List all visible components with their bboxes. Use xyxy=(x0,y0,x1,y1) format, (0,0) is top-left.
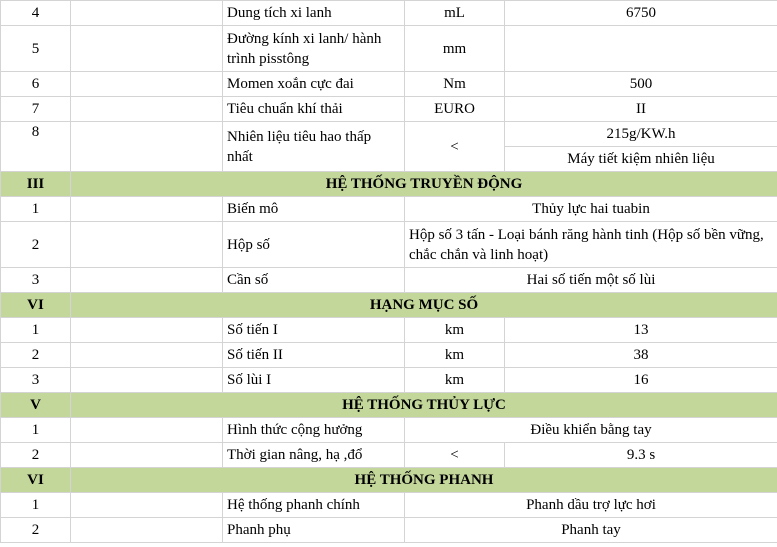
row-value: 6750 xyxy=(505,1,777,26)
row-label: Số lùi I xyxy=(223,368,405,393)
row-number: 6 xyxy=(1,72,71,97)
row-value: 215g/KW.h xyxy=(505,122,777,147)
row-value: 9.3 s xyxy=(505,443,777,468)
row-label: Số tiến II xyxy=(223,343,405,368)
table-row xyxy=(1,518,777,543)
section-header xyxy=(1,468,777,493)
blank-cell xyxy=(71,1,223,26)
blank-cell xyxy=(71,72,223,97)
section-header xyxy=(1,172,777,197)
row-number: 2 xyxy=(1,222,71,268)
row-value: 13 xyxy=(505,318,777,343)
row-number: 7 xyxy=(1,97,71,122)
row-label: Nhiên liệu tiêu hao thấp nhất xyxy=(223,122,405,172)
row-unit: EURO xyxy=(405,97,505,122)
table-row xyxy=(1,1,777,26)
blank-cell xyxy=(71,26,223,72)
row-unit: mm xyxy=(405,26,505,72)
row-unit: km xyxy=(405,343,505,368)
row-label: Thời gian nâng, hạ ,đổ xyxy=(223,443,405,468)
row-unit: < xyxy=(405,122,505,172)
table-row xyxy=(1,26,777,72)
row-unit: mL xyxy=(405,1,505,26)
table-row xyxy=(1,493,777,518)
table-row xyxy=(1,418,777,443)
row-unit: Nm xyxy=(405,72,505,97)
section-header xyxy=(1,393,777,418)
row-value: Thủy lực hai tuabin xyxy=(405,197,777,222)
table-row xyxy=(1,197,777,222)
section-code: VI xyxy=(1,293,71,318)
row-value: 16 xyxy=(505,368,777,393)
row-label: Đường kính xi lanh/ hành trình pisstông xyxy=(223,26,405,72)
row-unit: km xyxy=(405,318,505,343)
blank-cell xyxy=(71,493,223,518)
row-value: Hai số tiến một số lùi xyxy=(405,268,777,293)
row-number: 2 xyxy=(1,443,71,468)
blank-cell xyxy=(71,518,223,543)
row-label: Cần số xyxy=(223,268,405,293)
section-title: HỆ THỐNG THỦY LỰC xyxy=(71,393,777,418)
table-row xyxy=(1,343,777,368)
row-value: 500 xyxy=(505,72,777,97)
row-value xyxy=(505,26,777,72)
row-number: 3 xyxy=(1,268,71,293)
row-value: Phanh dầu trợ lực hơi xyxy=(405,493,777,518)
blank-cell xyxy=(71,268,223,293)
row-number: 8 xyxy=(1,122,71,172)
row-value: Phanh tay xyxy=(405,518,777,543)
row-value: II xyxy=(505,97,777,122)
blank-cell xyxy=(71,418,223,443)
blank-cell xyxy=(71,368,223,393)
section-title: HỆ THỐNG PHANH xyxy=(71,468,777,493)
blank-cell xyxy=(71,222,223,268)
row-number: 3 xyxy=(1,368,71,393)
section-header xyxy=(1,293,777,318)
section-code: III xyxy=(1,172,71,197)
table-row xyxy=(1,443,777,468)
row-value: Hộp số 3 tấn - Loại bánh răng hành tinh (Hộp số bền vững, chắc chắn và linh hoạt) xyxy=(405,222,777,268)
row-label: Hộp số xyxy=(223,222,405,268)
table-row xyxy=(1,97,777,122)
row-unit: < xyxy=(405,443,505,468)
row-label: Momen xoắn cực đai xyxy=(223,72,405,97)
table-row xyxy=(1,222,777,268)
row-label: Biến mô xyxy=(223,197,405,222)
blank-cell xyxy=(71,122,223,172)
blank-cell xyxy=(71,97,223,122)
section-code: V xyxy=(1,393,71,418)
row-number: 1 xyxy=(1,493,71,518)
blank-cell xyxy=(71,318,223,343)
row-label: Tiêu chuẩn khí thải xyxy=(223,97,405,122)
row-label: Hệ thống phanh chính xyxy=(223,493,405,518)
row-number: 5 xyxy=(1,26,71,72)
table-row xyxy=(1,268,777,293)
table-row xyxy=(1,122,777,147)
row-number: 1 xyxy=(1,197,71,222)
row-number: 1 xyxy=(1,418,71,443)
row-number: 1 xyxy=(1,318,71,343)
row-label: Số tiến I xyxy=(223,318,405,343)
row-label: Phanh phụ xyxy=(223,518,405,543)
row-number: 2 xyxy=(1,518,71,543)
table-row xyxy=(1,368,777,393)
row-label: Hình thức cộng hưởng xyxy=(223,418,405,443)
row-number: 2 xyxy=(1,343,71,368)
row-value-note: Máy tiết kiệm nhiên liệu xyxy=(505,147,777,172)
row-value: 38 xyxy=(505,343,777,368)
blank-cell xyxy=(71,197,223,222)
row-value: Điều khiển bằng tay xyxy=(405,418,777,443)
row-unit: km xyxy=(405,368,505,393)
blank-cell xyxy=(71,443,223,468)
table-row xyxy=(1,318,777,343)
row-number: 4 xyxy=(1,1,71,26)
section-title: HỆ THỐNG TRUYỀN ĐỘNG xyxy=(71,172,777,197)
table-row xyxy=(1,72,777,97)
section-code: VI xyxy=(1,468,71,493)
section-title: HẠNG MỤC SỐ xyxy=(71,293,777,318)
row-label: Dung tích xi lanh xyxy=(223,1,405,26)
blank-cell xyxy=(71,343,223,368)
